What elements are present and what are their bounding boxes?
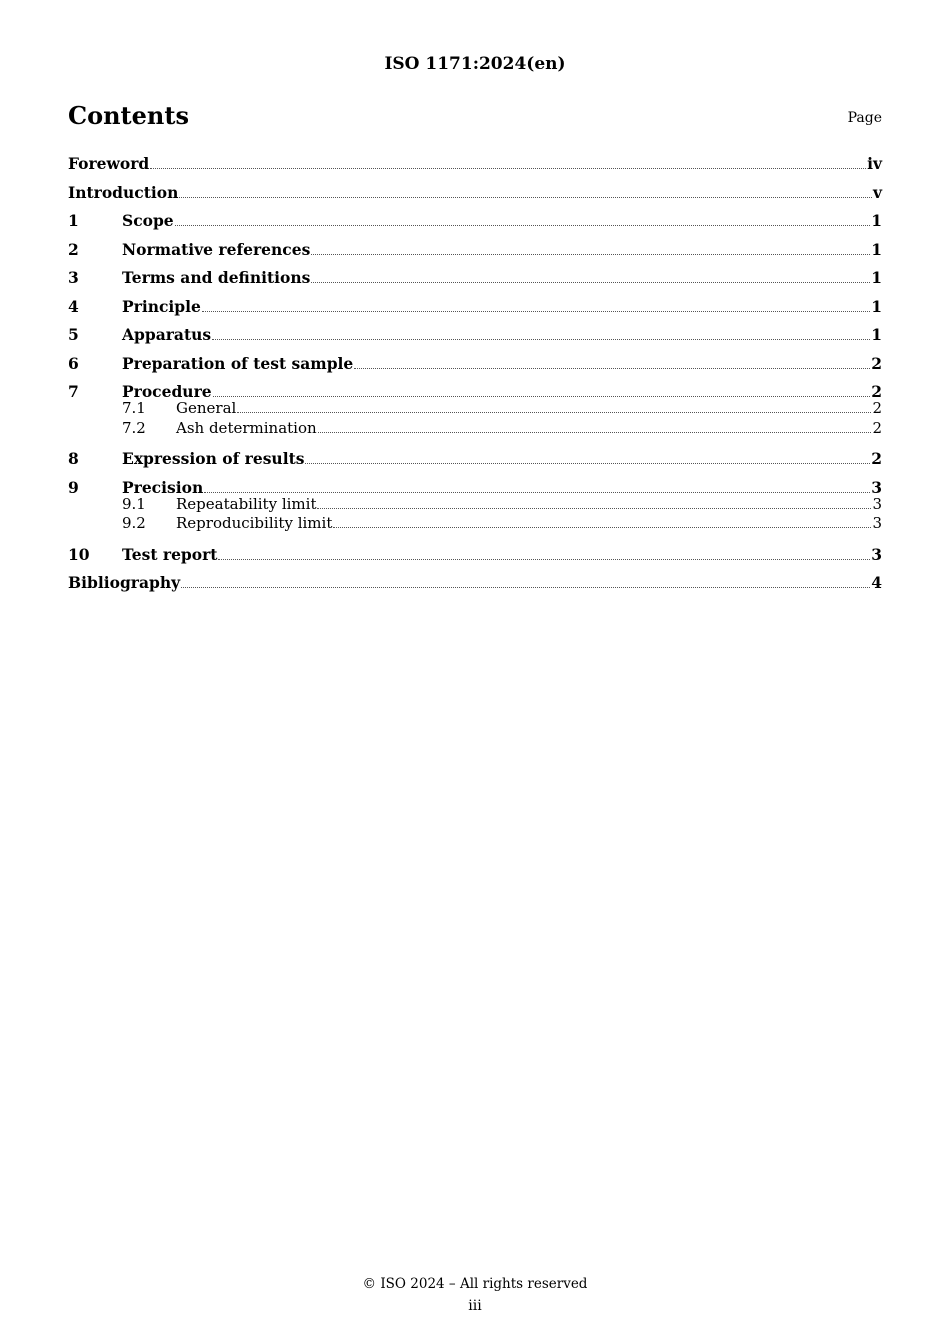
toc-number: 10 (68, 544, 90, 564)
toc-entry-repeatability-limit[interactable] (68, 495, 882, 515)
toc-page: 4 (871, 573, 882, 592)
dot-leader (318, 428, 872, 433)
dot-leader (354, 364, 870, 369)
toc-number: 6 (68, 353, 79, 373)
toc-title: Reproducibility limit (176, 514, 333, 532)
document-id: ISO 1171:2024(en) (384, 54, 566, 74)
toc-page: 1 (871, 325, 882, 344)
toc-title: Scope (122, 211, 174, 230)
toc-page: 2 (872, 418, 882, 437)
toc-title: Principle (122, 296, 201, 316)
toc-page: 1 (871, 239, 882, 259)
dot-leader (305, 459, 870, 464)
toc-number: 5 (68, 325, 79, 344)
toc-entry-ash-determination[interactable] (68, 419, 882, 448)
toc-entry-terms-and-definitions[interactable] (68, 266, 882, 295)
page-number: iii (468, 1298, 482, 1314)
toc-page: 2 (871, 449, 882, 468)
toc-number: 9.1 (122, 494, 146, 513)
toc-entry-procedure[interactable] (68, 380, 882, 399)
toc-title: Repeatability limit (176, 494, 317, 513)
toc-entry-general[interactable] (68, 399, 882, 419)
toc-number: 9.2 (122, 514, 146, 532)
dot-leader (181, 583, 870, 588)
table-of-contents (68, 152, 882, 600)
toc-number: 1 (68, 211, 79, 230)
toc-title: Expression of results (122, 449, 305, 468)
toc-number: 7.1 (122, 399, 146, 417)
toc-entry-scope[interactable] (68, 209, 882, 238)
toc-title: Terms and definitions (122, 268, 311, 287)
toc-page: 1 (871, 211, 882, 230)
toc-number: 2 (68, 239, 79, 259)
dot-leader (213, 392, 871, 397)
dot-leader (179, 193, 872, 198)
dot-leader (333, 523, 871, 528)
dot-leader (237, 408, 871, 413)
toc-entry-foreword[interactable] (68, 152, 882, 181)
toc-number: 7.2 (122, 418, 146, 437)
toc-title: Bibliography (68, 573, 181, 592)
toc-page: 3 (871, 544, 882, 564)
toc-entry-precision[interactable] (68, 476, 882, 495)
contents-heading: Contents (68, 101, 189, 130)
toc-number: 9 (68, 477, 79, 497)
toc-page: 1 (871, 268, 882, 287)
toc-page: 2 (871, 382, 882, 401)
toc-title: Apparatus (122, 325, 212, 344)
toc-entry-test-report[interactable] (68, 543, 882, 572)
toc-title: Foreword (68, 154, 150, 173)
dot-leader (218, 555, 870, 560)
toc-number: 7 (68, 382, 79, 401)
toc-entry-bibliography[interactable] (68, 571, 882, 600)
toc-page: iv (867, 154, 882, 173)
copyright-notice: © ISO 2024 – All rights reserved (362, 1276, 588, 1292)
dot-leader (175, 221, 871, 226)
dot-leader (150, 164, 866, 169)
toc-title: Precision (122, 477, 204, 497)
toc-title: General (176, 399, 237, 417)
toc-title: Procedure (122, 382, 212, 401)
toc-entry-expression-of-results[interactable] (68, 447, 882, 476)
dot-leader (202, 307, 870, 312)
toc-title: Introduction (68, 182, 179, 202)
toc-title: Normative references (122, 239, 311, 259)
toc-title: Ash determination (176, 418, 317, 437)
toc-page: 2 (872, 399, 882, 417)
toc-page: 1 (871, 296, 882, 316)
toc-number: 8 (68, 449, 79, 468)
toc-page: 3 (871, 477, 882, 497)
page-column-label: Page (847, 110, 882, 126)
toc-number: 4 (68, 296, 79, 316)
dot-leader (311, 278, 870, 283)
dot-leader (317, 504, 871, 509)
toc-entry-introduction[interactable] (68, 181, 882, 210)
toc-page: v (872, 182, 882, 202)
dot-leader (311, 250, 870, 255)
toc-entry-reproducibility-limit[interactable] (68, 514, 882, 543)
toc-title: Test report (122, 544, 218, 564)
toc-entry-principle[interactable] (68, 295, 882, 324)
toc-page: 3 (872, 494, 882, 513)
dot-leader (212, 335, 870, 340)
toc-entry-apparatus[interactable] (68, 323, 882, 352)
toc-number: 3 (68, 268, 79, 287)
toc-page: 3 (872, 514, 882, 532)
toc-entry-preparation-of-test-sample[interactable] (68, 352, 882, 381)
toc-page: 2 (871, 353, 882, 373)
toc-entry-normative-references[interactable] (68, 238, 882, 267)
dot-leader (204, 488, 870, 493)
toc-title: Preparation of test sample (122, 353, 354, 373)
